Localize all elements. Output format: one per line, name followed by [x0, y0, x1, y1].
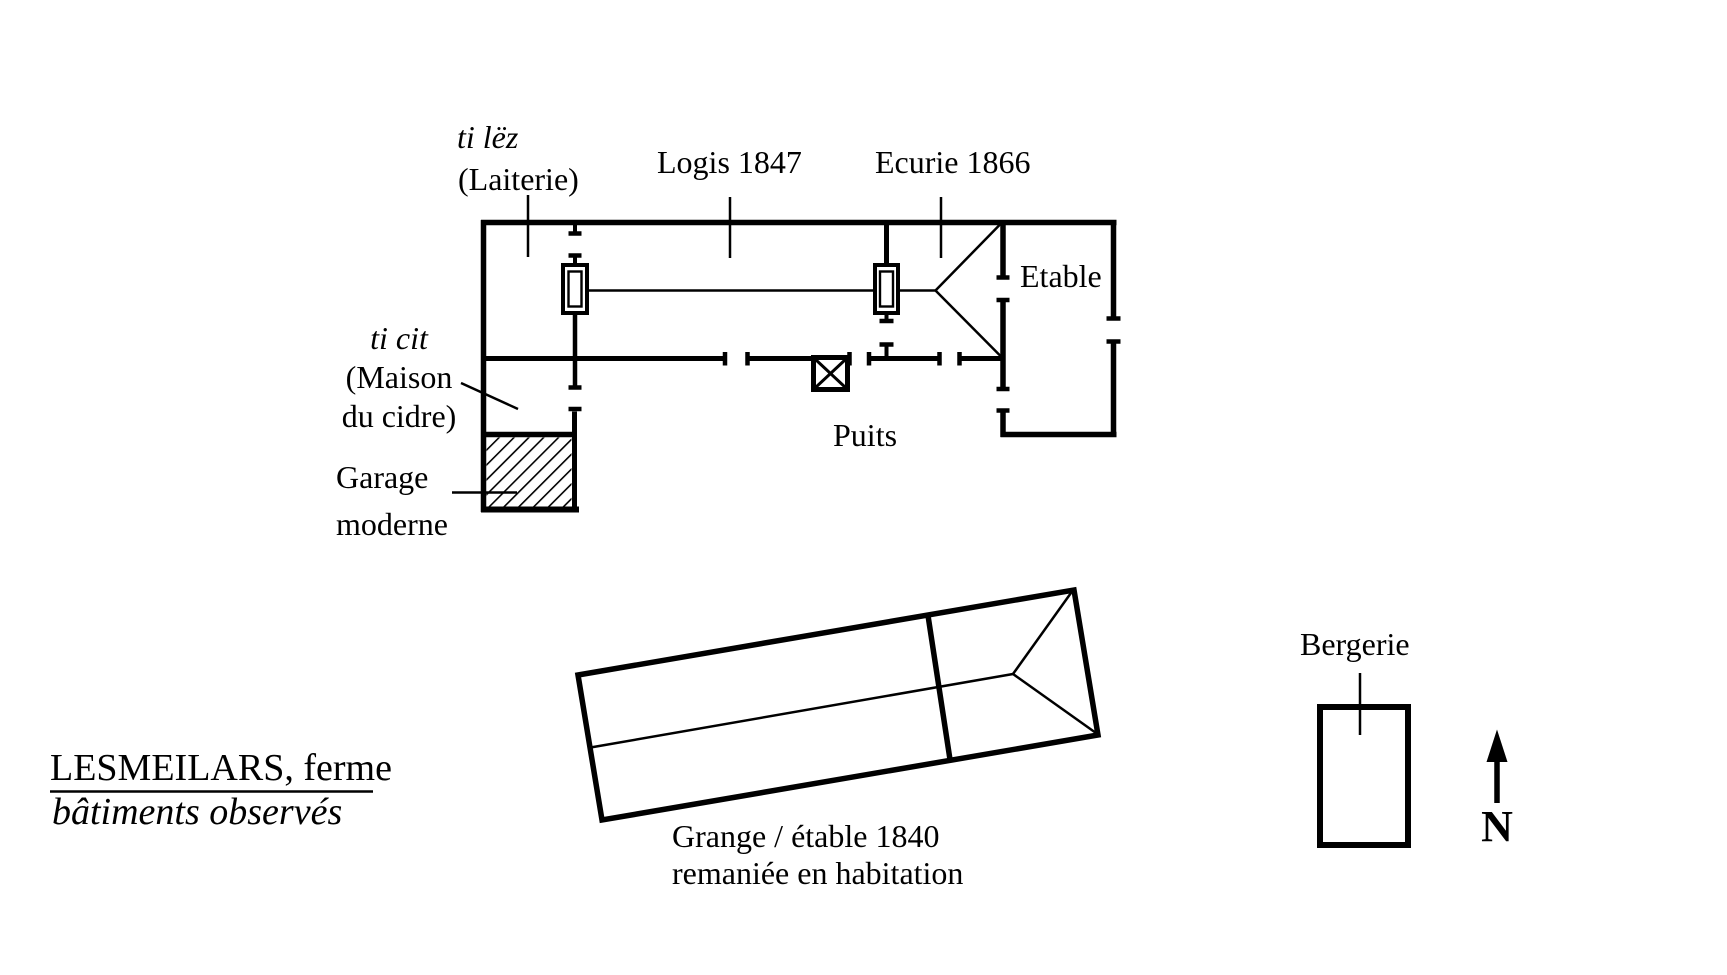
north-arrow-icon — [1481, 730, 1513, 852]
label-etable: Etable — [1020, 258, 1102, 294]
south-facade-wall — [481, 352, 1005, 366]
label-maison-cidre-french-2: du cidre) — [341, 398, 457, 434]
label-ecurie: Ecurie 1866 — [875, 144, 1031, 180]
label-grange-1: Grange / étable 1840 — [672, 818, 940, 854]
bergerie-plan — [1300, 626, 1410, 845]
garage-hatch — [487, 438, 572, 507]
label-bergerie: Bergerie — [1300, 626, 1410, 662]
label-logis: Logis 1847 — [657, 144, 802, 180]
label-garage-1: Garage — [336, 459, 429, 495]
grange-plan — [578, 590, 1098, 891]
garage-plan — [481, 412, 579, 513]
title-block — [50, 747, 392, 833]
label-grange-2: remaniée en habitation — [672, 855, 964, 891]
chimney-1-icon — [563, 225, 587, 409]
well-icon — [814, 358, 848, 390]
figure-title: LESMEILARS, ferme — [50, 747, 392, 789]
label-maison-cidre-breton: ti cit — [370, 320, 428, 356]
roof-ridge-lines — [587, 224, 1001, 356]
etable-partition-wall — [997, 220, 1010, 437]
label-maison-cidre-french-1: (Maison — [345, 359, 453, 395]
label-laiterie-french: (Laiterie) — [458, 161, 579, 197]
figure-subtitle: bâtiments observés — [52, 791, 343, 833]
label-garage-2: moderne — [336, 506, 448, 542]
main-building-plan — [336, 119, 1121, 542]
chimney-2-icon — [875, 225, 898, 356]
north-label: N — [1481, 802, 1513, 851]
label-puits: Puits — [833, 417, 898, 453]
label-laiterie-breton: ti lëz — [457, 119, 519, 155]
